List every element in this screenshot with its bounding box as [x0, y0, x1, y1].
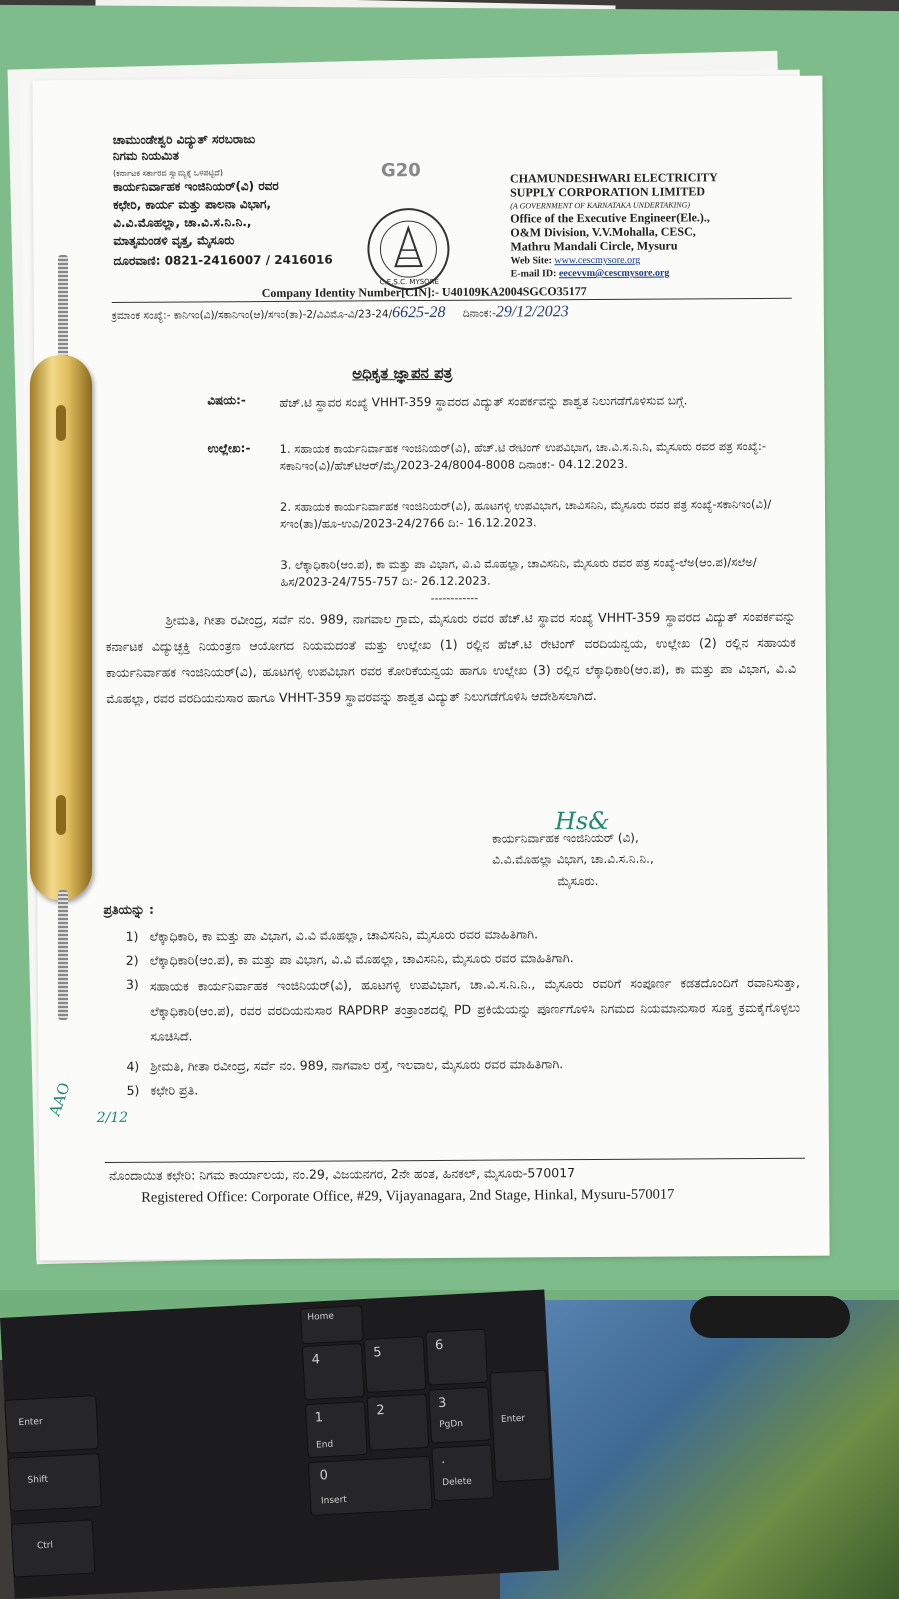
- subject-text: ಹೆಚ್.ಟಿ ಸ್ಥಾವರ ಸಂಖ್ಯೆ VHHT-359 ಸ್ಥಾವರದ ವಿದ್ಯುತ್ ಸಂಪರ್ಕವನ್ನು ಶಾಶ್ವತ ನಿಲುಗಡೆಗೊಳಿಸುವ ಬಗ್ಗೆ.: [279, 393, 688, 410]
- metal-fastener: [30, 355, 92, 900]
- refs-label: ಉಲ್ಲೇಖ:-: [207, 441, 251, 456]
- kn-office4: ಮಾತೃಮಂಡಳಿ ವೃತ್ತ, ಮೈಸೂರು: [113, 233, 235, 248]
- key-label: End: [315, 1439, 334, 1451]
- fastener-slot: [56, 795, 66, 835]
- kn-office1: ಕಾರ್ಯನಿರ್ವಾಹಕ ಇಂಜಿನಿಯರ್(ವಿ) ರವರ: [113, 178, 279, 194]
- email-line: [511, 267, 670, 282]
- g20-logo: G20: [380, 160, 421, 182]
- key-ctrl[interactable]: [11, 1519, 96, 1577]
- key-label: 5: [372, 1345, 383, 1361]
- ref-item: 3. ಲೆಕ್ಕಾಧಿಕಾರಿ(ಆಂ.ಪ), ಕಾ ಮತ್ತು ಪಾ ವಿಭಾಗ, ವಿ.ವಿ ಮೊಹಲ್ಲಾ, ಚಾವಿಸನಿನಿ, ಮೈಸೂರು ರವರ ಪತ್ರ ಸಂಖ್ಯೆ-ಲೆಅ(ಆಂ.ಪ)/ಸಲೆಅ/ಹಿಸ/2023-24/755-757 ದಿ:- 26.12.2023.: [280, 555, 757, 589]
- ref-item: 1. ಸಹಾಯಕ ಕಾರ್ಯನಿರ್ವಾಹಕ ಇಂಜಿನಿಯರ್(ವಿ), ಹೆಚ್.ಟಿ ರೇಟಿಂಗ್ ಉಪವಿಭಾಗ, ಚಾ.ವಿ.ಸ.ನಿ.ನಿ, ಮೈಸೂರು ರವರ ಪತ್ರ ಸಂಖ್ಯೆ:-ಸಕಾನಿಇಂ(ವಿ)/ಹೆಚ್‌ಟಿಆರ್/ಮೈ/2023-24/8004-8008 ದಿನಾಂಕ:- 04.12.2023.: [279, 438, 767, 473]
- email-link[interactable]: eecevvm@cescmysore.org: [558, 267, 670, 280]
- body-paragraph: ಶ್ರೀಮತಿ, ಗೀತಾ ರವೀಂದ್ರ, ಸರ್ವೆ ನಂ. 989, ನಾಗವಾಲ ಗ್ರಾಮ, ಮೈಸೂರು ರವರ ಹೆಚ್.ಟಿ ಸ್ಥಾವರ ಸಂಖ್ಯೆ VHHT-359 ಸ್ಥಾವರದ ವಿದ್ಯುತ್ ಸಂಪರ್ಕವನ್ನು ಕರ್ನಾಟಕ ವಿದ್ಯುಚ್ಛಕ್ತಿ ನಿಯಂತ್ರಣ ಆಯೋಗದ ನಿಯಮದಂತೆ ಮತ್ತು ಉಲ್ಲೇಖ (1) ರಲ್ಲಿನ ಹೆಚ್.ಟಿ ರೇಟಿಂಗ್ ವರದಿಯನ್ವಯ, ಉಲ್ಲೇಖ (2) ರಲ್ಲಿನ ಸಹಾಯಕ ಕಾರ್ಯನಿರ್ವಾಹಕ ಇಂಜಿನಿಯರ್(ವಿ), ಹೂಟಗಳ್ಳಿ ಉಪವಿಭಾಗ ರವರ ಕೋರಿಕೆಯನ್ವಯ ಹಾಗೂ ಉಲ್ಲೇಖ (3) ರಲ್ಲಿನ ಲೆಕ್ಕಾಧಿಕಾರಿ(ಆಂ.ಪ), ಕಾ ಮತ್ತು ಪಾ ವಿಭಾಗ, ವಿ.ವಿ ಮೊಹಲ್ಲಾ, ರವರ ವರದಿಯನುಸಾರ ಹಾಗೂ VHHT-359 ಸ್ಥಾವರವನ್ನು ಶಾಶ್ವತ ವಿದ್ಯುತ್ ನಿಲುಗಡೆಗೊಳಿಸಿ ಆದೇಶಿಸಲಾಗಿದೆ.: [105, 608, 797, 706]
- key-label: 6: [434, 1337, 444, 1354]
- handwritten-date: 2/12: [96, 1109, 129, 1127]
- mouse[interactable]: [690, 1296, 850, 1338]
- signature-scrawl: Hs&: [554, 806, 610, 836]
- key-label: Ctrl: [36, 1540, 54, 1552]
- key-label: Delete: [441, 1476, 473, 1489]
- en-office1: Office of the Executive Engineer(Ele.).,: [510, 210, 710, 226]
- key-label: Insert: [320, 1495, 348, 1507]
- key-dot[interactable]: [431, 1444, 494, 1501]
- key-1[interactable]: [305, 1401, 368, 1458]
- kn-govt: (ಕರ್ನಾಟಕ ಸರ್ಕಾರದ ಸ್ವಾಮ್ಯಕ್ಕೆ ಒಳಪಟ್ಟಿದೆ): [112, 168, 223, 178]
- fastener-spring: [58, 890, 68, 1020]
- key-enter-pad[interactable]: [490, 1369, 553, 1482]
- email-label: E-mail ID:: [510, 268, 559, 280]
- ref-line: [112, 303, 569, 324]
- key-label: Shift: [27, 1474, 49, 1486]
- copies-label: ಪ್ರತಿಯನ್ನು :: [103, 901, 155, 918]
- letter-page: [32, 76, 829, 1261]
- ref-prefix: ಕ್ರಮಾಂಕ ಸಂಖ್ಯೆ:- ಕಾನಿಇಂ(ವಿ)/ಸಕಾನಿಇಂ(ಆ)/ಸಇಂ(ತಾ)-2/ವಿವಿಮೊ-ವಿ/23-24/: [111, 308, 393, 322]
- subject-label: ವಿಷಯ:-: [207, 393, 246, 408]
- key-4[interactable]: [302, 1343, 365, 1400]
- signature-line2: ವಿ.ವಿ.ಮೊಹಲ್ಲಾ ವಿಭಾಗ, ಚಾ.ವಿ.ಸ.ನಿ.ನಿ.,: [492, 851, 654, 867]
- page-title: ಅಧಿಕೃತ ಜ್ಞಾಪನ ಪತ್ರ: [352, 363, 453, 383]
- desk-mat: [500, 1300, 899, 1599]
- key-2[interactable]: [367, 1394, 430, 1451]
- ref-item: 2. ಸಹಾಯಕ ಕಾರ್ಯನಿರ್ವಾಹಕ ಇಂಜಿನಿಯರ್(ವಿ), ಹೂಟಗಳ್ಳಿ ಉಪವಿಭಾಗ, ಚಾವಿಸನಿನಿ, ಮೈಸೂರು ರವರ ಪತ್ರ ಸಂಖ್ಯೆ-ಸಕಾನಿಇಂ(ವಿ)/ಸಇಂ(ತಾ)/ಹೂ-ಉವಿ/2023-24/2766 ದಿ:- 16.12.2023.: [279, 496, 772, 531]
- ref-date: 29/12/2023: [495, 303, 569, 321]
- divider: ------------: [430, 591, 479, 606]
- kn-office2: ಕಛೇರಿ, ಕಾರ್ಯ ಮತ್ತು ಪಾಲನಾ ವಿಭಾಗ,: [113, 196, 272, 212]
- en-office3: Mathru Mandali Circle, Mysuru: [510, 238, 678, 254]
- fastener-slot: [56, 405, 66, 441]
- kn-org-line2: ನಿಗಮ ನಿಯಮಿತ: [112, 148, 180, 163]
- key-label: Home: [307, 1311, 335, 1323]
- key-label: PgDn: [438, 1418, 464, 1431]
- handwritten-annotation: AAO: [45, 1080, 74, 1119]
- cin-line: Company Identity Number[CIN]:- U40109KA2004SGCO35177: [261, 284, 587, 301]
- copy-item: ಲೆಕ್ಕಾಧಿಕಾರಿ, ಕಾ ಮತ್ತು ಪಾ ವಿಭಾಗ, ವಿ.ವಿ ಮೊಹಲ್ಲಾ, ಚಾವಿಸನಿನಿ, ಮೈಸೂರು ರವರ ಮಾಹಿತಿಗಾಗಿ.: [149, 926, 539, 944]
- key-5[interactable]: [364, 1336, 427, 1393]
- kn-office3: ವಿ.ವಿ.ಮೊಹಲ್ಲಾ, ಚಾ.ವಿ.ಸ.ನಿ.ನಿ.,: [113, 215, 252, 230]
- en-govt: (A GOVERNMENT OF KARNATAKA UNDERTAKING): [510, 200, 691, 211]
- copy-item: ಕಛೇರಿ ಪ್ರತಿ.: [150, 1082, 199, 1098]
- key-label: .: [440, 1451, 446, 1468]
- seal-text: C.E.S.C. MYSORE: [379, 277, 439, 287]
- key-label: Enter: [18, 1416, 43, 1429]
- fastener-spring: [58, 255, 68, 365]
- key-label: 2: [375, 1403, 386, 1419]
- footer-english: Registered Office: Corporate Office, #29, Vijayanagara, 2nd Stage, Hinkal, Mysuru-570017: [141, 1186, 675, 1206]
- en-org-line1: CHAMUNDESHWARI ELECTRICITY: [509, 170, 718, 186]
- key-0[interactable]: [308, 1456, 433, 1516]
- en-org-line2: SUPPLY CORPORATION LIMITED: [510, 184, 706, 200]
- copy-item: ಲೆಕ್ಕಾಧಿಕಾರಿ(ಆಂ.ಪ), ಕಾ ಮತ್ತು ಪಾ ವಿಭಾಗ, ವಿ.ವಿ ಮೊಹಲ್ಲಾ, ಚಾವಿಸನಿನಿ, ಮೈಸೂರು ರವರ ಮಾಹಿತಿಗಾಗಿ.: [149, 950, 574, 968]
- copy-item: ಸಹಾಯಕ ಕಾರ್ಯನಿರ್ವಾಹಕ ಇಂಜಿನಿಯರ್(ವಿ), ಹೂಟಗಳ್ಳಿ ಉಪವಿಭಾಗ, ಚಾ.ವಿ.ಸ.ನಿ.ನಿ., ಮೈಸೂರು ರವರಿಗೆ ಸಂಪೂರ್ಣ ಕಡತದೊಂದಿಗೆ ರವಾನಿಸುತ್ತಾ, ಲೆಕ್ಕಾಧಿಕಾರಿ(ಆಂ.ಪ), ರವರ ವರದಿಯನುಸಾರ RAPDRP ತಂತ್ರಾಂಶದಲ್ಲಿ PD ಪ್ರಕಿಯೆಯನ್ನು ಪೂರ್ಣಗೊಳಿಸಿ ನಿಗಮದ ನಿಯಮಾನುಸಾರ ಸೂಕ್ತ ಕ್ರಮಕೈಗೊಳ್ಳಲು ಸೂಚಿಸಿದೆ.: [149, 974, 801, 1044]
- key-label: 3: [437, 1395, 447, 1412]
- signature-line3: ಮೈಸೂರು.: [557, 873, 599, 889]
- copy-num: 1): [125, 928, 139, 944]
- copy-num: 3): [125, 976, 139, 992]
- key-label: Enter: [500, 1413, 526, 1425]
- ref-number: 6625-28: [392, 303, 446, 322]
- key-label: 4: [311, 1352, 321, 1368]
- en-office2: O&M Division, V.V.Mohalla, CESC,: [510, 224, 696, 240]
- web-link[interactable]: www.cescmysore.org: [554, 254, 641, 267]
- kn-org-line1: ಚಾಮುಂಡೇಶ್ವರಿ ವಿದ್ಯುತ್ ಸರಬರಾಜು: [112, 132, 256, 147]
- key-3[interactable]: [428, 1387, 491, 1444]
- signature-line1: ಕಾರ್ಯನಿರ್ವಾಹಕ ಇಂಜಿನಿಯರ್ (ವಿ),: [492, 830, 639, 846]
- key-label: 0: [319, 1468, 329, 1484]
- key-enter[interactable]: [4, 1395, 99, 1454]
- footer-kannada: ನೊಂದಾಯಿತ ಕಛೇರಿ: ನಿಗಮ ಕಾರ್ಯಾಲಯ, ನಂ.29, ವಿಜಯನಗರ, 2ನೇ ಹಂತ, ಹಿನಕಲ್, ಮೈಸೂರು-570017: [109, 1165, 576, 1183]
- copy-num: 5): [126, 1082, 140, 1098]
- key-label: 1: [314, 1410, 324, 1426]
- copy-num: 2): [125, 952, 139, 968]
- keyboard: [0, 1289, 559, 1598]
- key-6[interactable]: [425, 1329, 488, 1386]
- key-shift[interactable]: [7, 1453, 102, 1512]
- web-label: Web Site:: [510, 255, 555, 267]
- date-label: ದಿನಾಂಕ:-: [462, 307, 496, 320]
- copy-item: ಶ್ರೀಮತಿ, ಗೀತಾ ರವೀಂದ್ರ, ಸರ್ವೆ ನಂ. 989, ನಾಗವಾಲ ರಸ್ತೆ, ಇಲವಾಲ, ಮೈಸೂರು ರವರ ಮಾಹಿತಿಗಾಗಿ.: [150, 1056, 564, 1074]
- kn-phone: ದೂರವಾಣಿ: 0821-2416007 / 2416016: [113, 252, 333, 268]
- key-home[interactable]: [300, 1305, 364, 1344]
- copy-num: 4): [126, 1058, 140, 1074]
- footer-rule: [105, 1158, 805, 1163]
